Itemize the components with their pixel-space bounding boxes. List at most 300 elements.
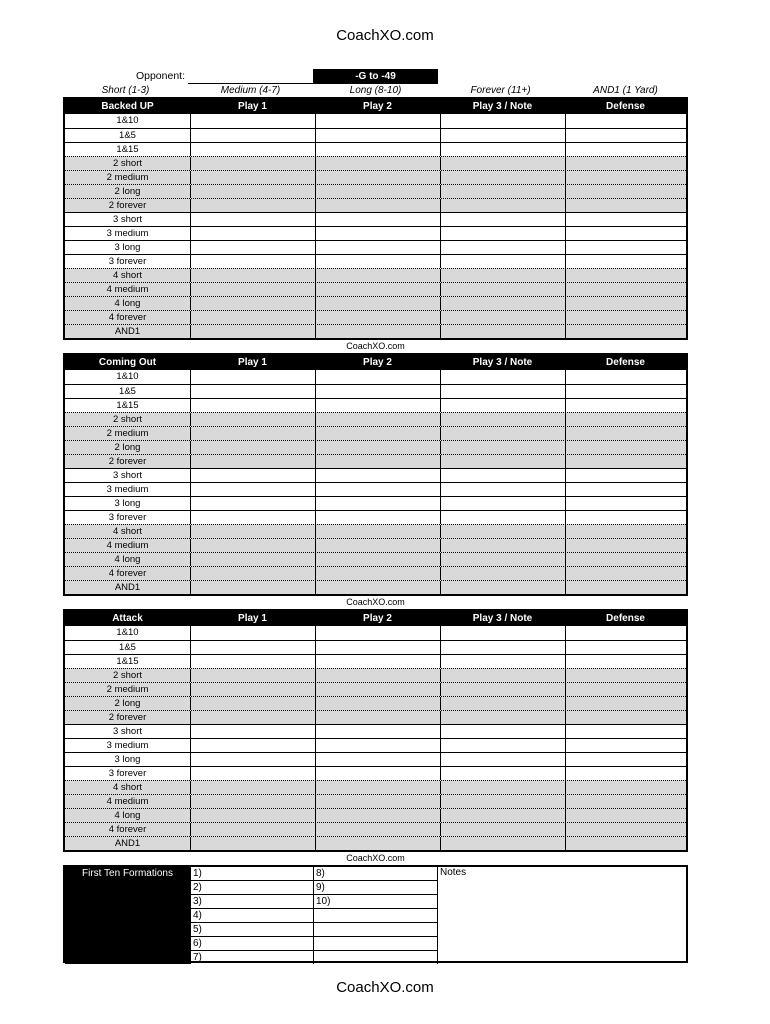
play-cell[interactable] — [440, 455, 565, 468]
situation-row — [65, 226, 686, 240]
play-cell[interactable] — [315, 781, 440, 794]
play-cell[interactable] — [315, 626, 440, 640]
situation-label: 3 medium — [106, 228, 149, 239]
play-cell[interactable] — [190, 837, 315, 850]
play-cell[interactable] — [190, 241, 315, 254]
situation-row — [65, 626, 686, 640]
play-cell[interactable] — [440, 525, 565, 538]
play-cell[interactable] — [315, 753, 440, 766]
situation-row — [65, 496, 686, 510]
table-title: Attack — [112, 613, 143, 624]
table-title: Coming Out — [98, 357, 157, 368]
play-cell[interactable] — [565, 455, 686, 468]
play-cell[interactable] — [565, 626, 686, 640]
play-cell[interactable] — [565, 171, 686, 184]
play-cell[interactable] — [315, 539, 440, 552]
play-cell[interactable] — [315, 129, 440, 142]
situation-row — [65, 682, 686, 696]
play-cell[interactable] — [440, 413, 565, 426]
situation-label: 2 short — [112, 158, 143, 169]
field-zone-badge: -G to -49 — [313, 69, 438, 84]
play-cell[interactable] — [565, 739, 686, 752]
play-cell[interactable] — [315, 497, 440, 510]
formation-slot[interactable]: 4) — [190, 908, 313, 922]
play-cell[interactable] — [190, 511, 315, 524]
play-cell[interactable] — [190, 283, 315, 296]
formation-slot[interactable]: 1) — [190, 867, 313, 880]
play-cell[interactable] — [190, 114, 315, 128]
play-cell[interactable] — [565, 539, 686, 552]
situation-row — [65, 482, 686, 496]
play-cell[interactable] — [315, 725, 440, 738]
situation-row — [65, 198, 686, 212]
situation-row — [65, 766, 686, 780]
play-cell[interactable] — [315, 283, 440, 296]
situation-row — [65, 780, 686, 794]
formations-title-box: First Ten Formations — [65, 867, 190, 964]
play-cell[interactable] — [190, 143, 315, 156]
play-cell[interactable] — [440, 143, 565, 156]
play-cell[interactable] — [190, 469, 315, 482]
play-cell[interactable] — [565, 809, 686, 822]
play-cell[interactable] — [190, 711, 315, 724]
play-cell[interactable] — [315, 370, 440, 384]
opponent-input[interactable] — [188, 69, 313, 84]
play-cell[interactable] — [440, 581, 565, 594]
situation-row — [65, 640, 686, 654]
situation-label: 3 short — [112, 214, 143, 225]
play-cell[interactable] — [190, 455, 315, 468]
play-cell[interactable] — [190, 311, 315, 324]
situation-row — [65, 324, 686, 338]
play-cell[interactable] — [440, 427, 565, 440]
play-cell[interactable] — [565, 781, 686, 794]
situation-label: 3 long — [114, 242, 141, 253]
situation-label: 4 long — [114, 298, 141, 309]
play-cell[interactable] — [315, 511, 440, 524]
play-cell[interactable] — [565, 683, 686, 696]
distance-key-medium: Medium (4-7) — [220, 85, 281, 96]
play-cell[interactable] — [440, 297, 565, 310]
play-cell[interactable] — [440, 539, 565, 552]
play-cell[interactable] — [565, 753, 686, 766]
situation-row — [65, 128, 686, 142]
play-cell[interactable] — [440, 795, 565, 808]
play-cell[interactable] — [315, 399, 440, 412]
play-cell[interactable] — [440, 683, 565, 696]
formation-slot[interactable] — [313, 908, 437, 922]
situation-row — [65, 566, 686, 580]
situation-label: 3 long — [114, 498, 141, 509]
situation-label: 3 long — [114, 754, 141, 765]
play-cell[interactable] — [190, 325, 315, 338]
play-cell[interactable] — [315, 739, 440, 752]
play-cell[interactable] — [190, 413, 315, 426]
situation-label: 4 forever — [108, 824, 147, 835]
column-header: Play 1 — [238, 357, 267, 368]
play-cell[interactable] — [440, 553, 565, 566]
play-cell[interactable] — [190, 213, 315, 226]
situation-label: 2 short — [112, 670, 143, 681]
play-cell[interactable] — [190, 781, 315, 794]
play-cell[interactable] — [315, 157, 440, 170]
play-cell[interactable] — [565, 399, 686, 412]
play-cell[interactable] — [315, 711, 440, 724]
play-cell[interactable] — [315, 553, 440, 566]
play-cell[interactable] — [565, 297, 686, 310]
play-cell[interactable] — [440, 311, 565, 324]
situation-row — [65, 114, 686, 128]
situation-label: 4 short — [112, 270, 143, 281]
play-cell[interactable] — [315, 683, 440, 696]
play-cell[interactable] — [315, 567, 440, 580]
spacer — [563, 69, 688, 84]
play-cell[interactable] — [440, 655, 565, 668]
play-cell[interactable] — [190, 441, 315, 454]
play-cell[interactable] — [315, 114, 440, 128]
play-cell[interactable] — [190, 399, 315, 412]
play-cell[interactable] — [190, 683, 315, 696]
situation-label: 4 medium — [106, 284, 149, 295]
formation-slot[interactable] — [313, 936, 437, 950]
situation-row — [65, 170, 686, 184]
play-cell[interactable] — [440, 114, 565, 128]
situation-label: 2 medium — [106, 684, 149, 695]
play-cell[interactable] — [565, 641, 686, 654]
play-cell[interactable] — [565, 553, 686, 566]
distance-key-forever: Forever (11+) — [470, 85, 531, 96]
play-cell[interactable] — [565, 227, 686, 240]
column-header: Play 2 — [363, 613, 392, 624]
play-cell[interactable] — [190, 725, 315, 738]
play-cell[interactable] — [565, 767, 686, 780]
play-cell[interactable] — [440, 781, 565, 794]
situation-row — [65, 296, 686, 310]
play-cell[interactable] — [440, 483, 565, 496]
play-cell[interactable] — [190, 626, 315, 640]
situation-row — [65, 822, 686, 836]
play-cell[interactable] — [315, 227, 440, 240]
play-cell[interactable] — [440, 697, 565, 710]
column-header: Play 3 / Note — [472, 357, 533, 368]
column-header: Play 3 / Note — [472, 101, 533, 112]
column-header: Play 2 — [363, 101, 392, 112]
play-cell[interactable] — [315, 767, 440, 780]
play-cell[interactable] — [565, 441, 686, 454]
situation-row — [65, 668, 686, 682]
play-cell[interactable] — [565, 837, 686, 850]
play-cell[interactable] — [190, 539, 315, 552]
play-cell[interactable] — [315, 171, 440, 184]
play-cell[interactable] — [440, 185, 565, 198]
play-cell[interactable] — [315, 297, 440, 310]
play-cell[interactable] — [440, 511, 565, 524]
play-cell[interactable] — [315, 581, 440, 594]
situation-label: 3 short — [112, 470, 143, 481]
play-cell[interactable] — [315, 469, 440, 482]
situation-label: 3 forever — [108, 768, 147, 779]
play-cell[interactable] — [440, 241, 565, 254]
watermark-text: CoachXO.com — [346, 341, 405, 351]
situation-label: 4 forever — [108, 312, 147, 323]
situation-row — [65, 794, 686, 808]
play-cell[interactable] — [565, 385, 686, 398]
play-cell[interactable] — [565, 269, 686, 282]
situation-label: 2 short — [112, 414, 143, 425]
play-cell[interactable] — [440, 385, 565, 398]
distance-key-long: Long (8-10) — [349, 85, 402, 96]
call-table-backed-up — [63, 97, 688, 340]
situation-label: 1&15 — [116, 144, 139, 155]
play-cell[interactable] — [315, 641, 440, 654]
play-cell[interactable] — [565, 114, 686, 128]
play-cell[interactable] — [440, 157, 565, 170]
play-cell[interactable] — [440, 199, 565, 212]
play-cell[interactable] — [440, 129, 565, 142]
situation-label: 1&5 — [119, 386, 136, 397]
play-cell[interactable] — [565, 213, 686, 226]
play-cell[interactable] — [565, 427, 686, 440]
play-cell[interactable] — [190, 655, 315, 668]
play-cell[interactable] — [565, 497, 686, 510]
situation-row — [65, 212, 686, 226]
opponent-row — [63, 69, 688, 84]
formation-slot[interactable] — [313, 950, 437, 964]
play-cell[interactable] — [315, 385, 440, 398]
situation-row — [65, 440, 686, 454]
formation-slot[interactable]: 10) — [313, 894, 437, 908]
play-cell[interactable] — [190, 370, 315, 384]
play-cell[interactable] — [440, 739, 565, 752]
play-cell[interactable] — [190, 497, 315, 510]
play-cell[interactable] — [315, 325, 440, 338]
play-cell[interactable] — [315, 795, 440, 808]
situation-row — [65, 454, 686, 468]
play-cell[interactable] — [315, 413, 440, 426]
play-cell[interactable] — [190, 171, 315, 184]
play-cell[interactable] — [440, 469, 565, 482]
play-cell[interactable] — [190, 157, 315, 170]
watermark-text: CoachXO.com — [346, 597, 405, 607]
play-cell[interactable] — [565, 241, 686, 254]
play-cell[interactable] — [440, 711, 565, 724]
play-cell[interactable] — [315, 697, 440, 710]
play-cell[interactable] — [190, 669, 315, 682]
play-cell[interactable] — [315, 241, 440, 254]
play-cell[interactable] — [440, 283, 565, 296]
situation-label: 4 medium — [106, 540, 149, 551]
situation-label: 4 medium — [106, 796, 149, 807]
play-cell[interactable] — [565, 581, 686, 594]
situation-label: 1&10 — [116, 627, 139, 638]
play-cell[interactable] — [315, 143, 440, 156]
play-cell[interactable] — [315, 213, 440, 226]
play-cell[interactable] — [190, 227, 315, 240]
play-cell[interactable] — [315, 427, 440, 440]
situation-label: 3 medium — [106, 484, 149, 495]
play-cell[interactable] — [315, 441, 440, 454]
formation-slot[interactable] — [313, 922, 437, 936]
formation-slot[interactable]: 7) — [190, 950, 313, 964]
play-cell[interactable] — [440, 567, 565, 580]
situation-row — [65, 426, 686, 440]
formation-slot[interactable]: 8) — [313, 867, 437, 880]
column-header: Play 3 / Note — [472, 613, 533, 624]
formation-slot[interactable]: 3) — [190, 894, 313, 908]
play-cell[interactable] — [440, 269, 565, 282]
formation-slot[interactable]: 2) — [190, 880, 313, 894]
page-title: CoachXO.com — [336, 27, 434, 44]
play-cell[interactable] — [565, 711, 686, 724]
situation-label: AND1 — [114, 582, 141, 593]
play-cell[interactable] — [440, 255, 565, 268]
play-cell[interactable] — [190, 795, 315, 808]
play-cell[interactable] — [315, 455, 440, 468]
play-cell[interactable] — [315, 311, 440, 324]
play-cell[interactable] — [565, 525, 686, 538]
play-cell[interactable] — [440, 370, 565, 384]
play-cell[interactable] — [315, 837, 440, 850]
formation-slot[interactable]: 9) — [313, 880, 437, 894]
situation-row — [65, 384, 686, 398]
play-cell[interactable] — [565, 143, 686, 156]
sheet-content — [63, 69, 688, 963]
play-cell[interactable] — [190, 297, 315, 310]
situation-row — [65, 510, 686, 524]
play-cell[interactable] — [565, 655, 686, 668]
play-cell[interactable] — [190, 269, 315, 282]
play-cell[interactable] — [190, 753, 315, 766]
play-cell[interactable] — [440, 626, 565, 640]
situation-label: 2 medium — [106, 428, 149, 439]
play-cell[interactable] — [440, 213, 565, 226]
play-cell[interactable] — [440, 669, 565, 682]
play-cell[interactable] — [440, 641, 565, 654]
play-cell[interactable] — [565, 669, 686, 682]
play-cell[interactable] — [190, 809, 315, 822]
play-cell[interactable] — [315, 255, 440, 268]
play-cell[interactable] — [565, 199, 686, 212]
situation-row — [65, 310, 686, 324]
play-cell[interactable] — [565, 511, 686, 524]
situation-row — [65, 580, 686, 594]
play-cell[interactable] — [190, 255, 315, 268]
column-header: Defense — [606, 613, 645, 624]
play-cell[interactable] — [565, 370, 686, 384]
play-cell[interactable] — [565, 283, 686, 296]
distance-key-and1: AND1 (1 Yard) — [593, 85, 658, 96]
play-cell[interactable] — [565, 325, 686, 338]
situation-label: 4 short — [112, 526, 143, 537]
situation-row — [65, 752, 686, 766]
situation-row — [65, 654, 686, 668]
play-cell[interactable] — [565, 725, 686, 738]
play-cell[interactable] — [565, 255, 686, 268]
situation-row — [65, 808, 686, 822]
situation-row — [65, 552, 686, 566]
play-cell[interactable] — [190, 185, 315, 198]
play-cell[interactable] — [190, 427, 315, 440]
play-cell[interactable] — [565, 185, 686, 198]
play-cell[interactable] — [440, 725, 565, 738]
play-cell[interactable] — [440, 497, 565, 510]
situation-row — [65, 538, 686, 552]
first-ten-formations-table — [63, 865, 688, 963]
play-cell[interactable] — [190, 129, 315, 142]
play-cell[interactable] — [440, 441, 565, 454]
call-table-coming-out — [63, 353, 688, 596]
play-cell[interactable] — [440, 753, 565, 766]
situation-label: 1&5 — [119, 642, 136, 653]
play-cell[interactable] — [190, 525, 315, 538]
play-cell[interactable] — [565, 129, 686, 142]
play-cell[interactable] — [565, 483, 686, 496]
play-cell[interactable] — [565, 469, 686, 482]
play-cell[interactable] — [315, 269, 440, 282]
play-cell[interactable] — [315, 655, 440, 668]
play-cell[interactable] — [190, 739, 315, 752]
play-cell[interactable] — [565, 567, 686, 580]
play-cell[interactable] — [190, 581, 315, 594]
situation-row — [65, 524, 686, 538]
column-header: Play 2 — [363, 357, 392, 368]
play-cell[interactable] — [440, 767, 565, 780]
play-cell[interactable] — [565, 795, 686, 808]
formation-slot[interactable]: 5) — [190, 922, 313, 936]
play-cell[interactable] — [315, 823, 440, 836]
play-cell[interactable] — [315, 809, 440, 822]
play-cell[interactable] — [440, 227, 565, 240]
play-cell[interactable] — [190, 697, 315, 710]
situation-row — [65, 738, 686, 752]
formation-slot[interactable]: 6) — [190, 936, 313, 950]
play-cell[interactable] — [315, 185, 440, 198]
play-cell[interactable] — [315, 525, 440, 538]
play-cell[interactable] — [190, 385, 315, 398]
situation-label: 3 short — [112, 726, 143, 737]
play-cell[interactable] — [565, 311, 686, 324]
play-cell[interactable] — [440, 399, 565, 412]
situation-row — [65, 370, 686, 384]
play-cell[interactable] — [190, 641, 315, 654]
situation-row — [65, 710, 686, 724]
play-cell[interactable] — [190, 553, 315, 566]
play-cell[interactable] — [190, 567, 315, 580]
play-cell[interactable] — [440, 809, 565, 822]
play-cell[interactable] — [190, 199, 315, 212]
play-cell[interactable] — [315, 669, 440, 682]
play-cell[interactable] — [190, 483, 315, 496]
play-cell[interactable] — [440, 325, 565, 338]
play-cell[interactable] — [315, 199, 440, 212]
column-header: Play 1 — [238, 101, 267, 112]
play-cell[interactable] — [440, 171, 565, 184]
situation-label: 1&15 — [116, 400, 139, 411]
play-cell[interactable] — [565, 823, 686, 836]
play-cell[interactable] — [315, 483, 440, 496]
play-cell[interactable] — [565, 697, 686, 710]
situation-label: 1&15 — [116, 656, 139, 667]
situation-label: 4 forever — [108, 568, 147, 579]
play-cell[interactable] — [565, 413, 686, 426]
play-cell[interactable] — [190, 823, 315, 836]
play-cell[interactable] — [440, 823, 565, 836]
play-cell[interactable] — [565, 157, 686, 170]
situation-row — [65, 156, 686, 170]
play-cell[interactable] — [440, 837, 565, 850]
notes-cell[interactable]: Notes — [437, 867, 686, 964]
play-cell[interactable] — [190, 767, 315, 780]
